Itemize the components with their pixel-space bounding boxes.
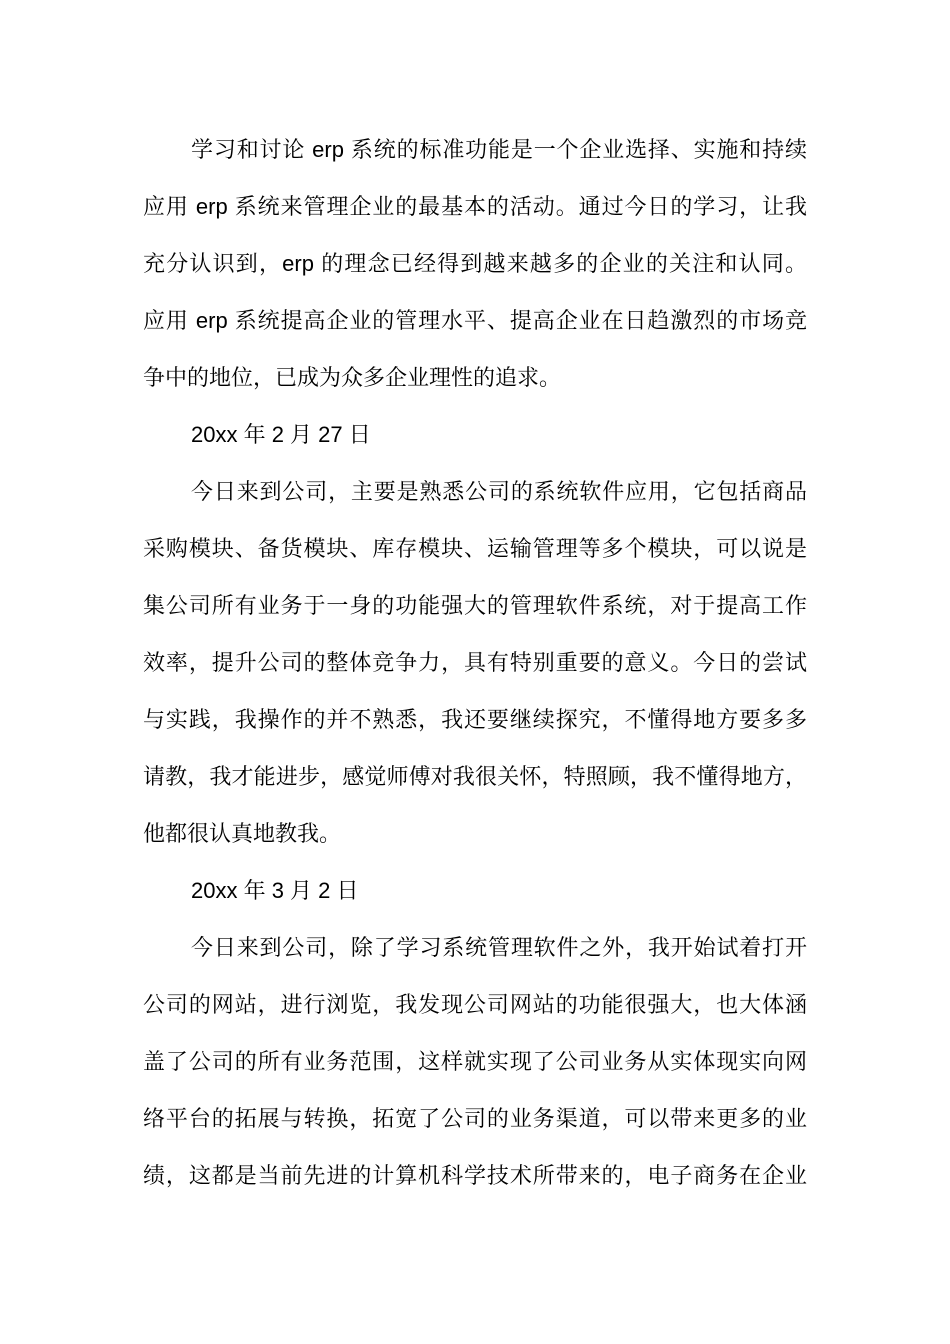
date-line: 20xx 年 3 月 2 日: [191, 878, 359, 903]
text-line: 盖了公司的所有业务范围，这样就实现了公司业务从实体现实向网: [143, 1049, 807, 1074]
text-line: 今日来到公司，除了学习系统管理软件之外，我开始试着打开: [191, 935, 807, 960]
text-line: 集公司所有业务于一身的功能强大的管理软件系统，对于提高工作: [143, 593, 807, 618]
text-line: 请教，我才能进步，感觉师傅对我很关怀，特照顾，我不懂得地方，: [143, 764, 807, 789]
text-line: 应用 erp 系统提高企业的管理水平、提高企业在日趋激烈的市场竞: [143, 308, 807, 333]
text-line: 他都很认真地教我。: [143, 821, 342, 846]
paragraph: [143, 919, 807, 1204]
text-line: 效率，提升公司的整体竞争力，具有特别重要的意义。今日的尝试: [143, 650, 807, 675]
text-line: 充分认识到，erp 的理念已经得到越来越多的企业的关注和认同。: [143, 251, 807, 276]
text-line: 今日来到公司，主要是熟悉公司的系统软件应用，它包括商品: [191, 479, 807, 504]
paragraph: [143, 862, 807, 919]
text-line: 公司的网站，进行浏览，我发现公司网站的功能很强大，也大体涵: [143, 992, 807, 1017]
text-line: 争中的地位，已成为众多企业理性的追求。: [143, 365, 562, 390]
text-line: 采购模块、备货模块、库存模块、运输管理等多个模块，可以说是: [143, 536, 807, 561]
date-line: 20xx 年 2 月 27 日: [191, 422, 371, 447]
text-line: 绩，这都是当前先进的计算机科学技术所带来的，电子商务在企业: [143, 1163, 807, 1188]
paragraph: [143, 463, 807, 862]
paragraph: [143, 121, 807, 406]
text-line: 应用 erp 系统来管理企业的最基本的活动。通过今日的学习，让我: [143, 194, 807, 219]
paragraph: [143, 406, 807, 463]
text-line: 学习和讨论 erp 系统的标准功能是一个企业选择、实施和持续: [191, 137, 807, 162]
text-line: 络平台的拓展与转换，拓宽了公司的业务渠道，可以带来更多的业: [143, 1106, 807, 1131]
text-line: 与实践，我操作的并不熟悉，我还要继续探究，不懂得地方要多多: [143, 707, 807, 732]
